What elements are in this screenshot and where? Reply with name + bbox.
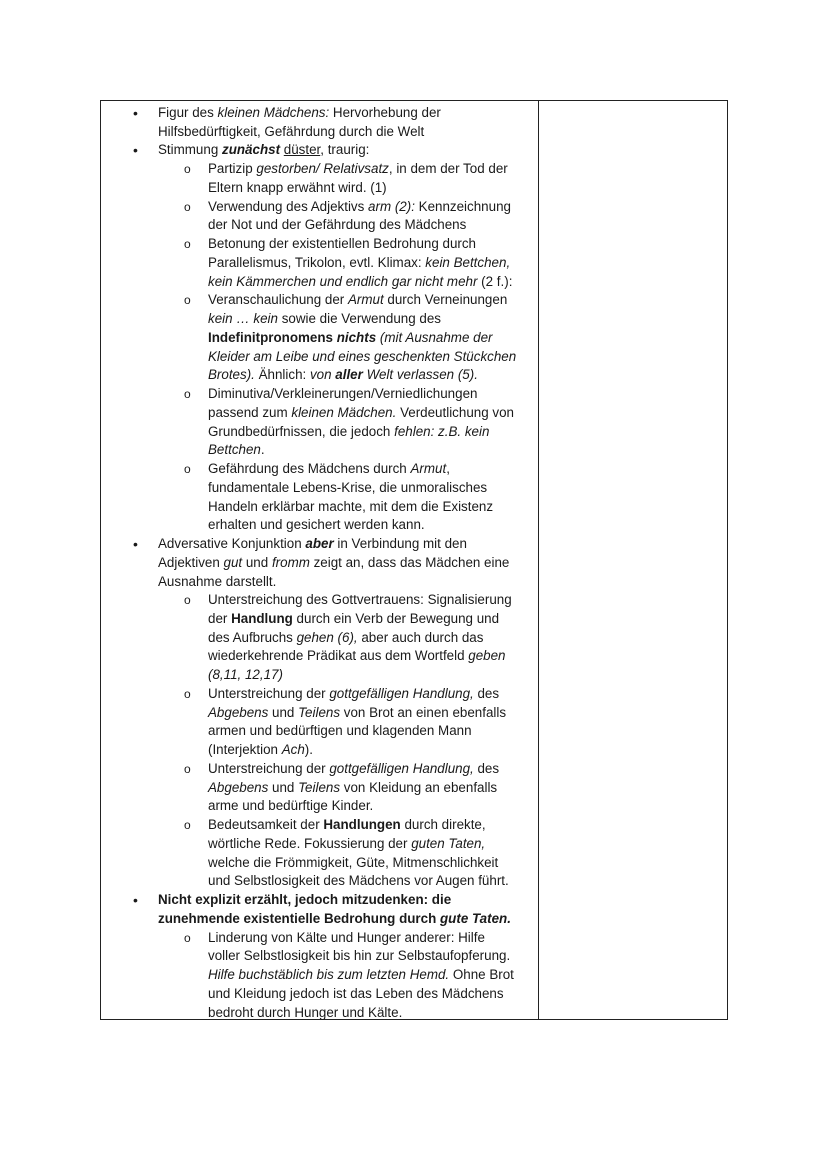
sub-bullet-icon: o: [184, 387, 191, 402]
text-line: der Handlung durch ein Verb der Bewegung und: [208, 610, 500, 626]
text-line: Brotes). Ähnlich: von aller Welt verlassen (5).: [208, 367, 478, 383]
sub-bullet-icon: o: [184, 686, 191, 701]
sub-bullet-icon: o: [184, 199, 191, 214]
sub-bullet-icon: o: [184, 162, 191, 177]
sub-bullet-icon: o: [184, 930, 191, 945]
sub-bullet-icon: o: [184, 237, 191, 252]
text-line: des Aufbruchs gehen (6), aber auch durch das: [208, 629, 484, 645]
text-line: wiederkehrende Prädikat aus dem Wortfeld geben: [208, 648, 506, 664]
left-column-cell: [101, 101, 538, 1019]
text-line: Hilfsbedürftigkeit, Gefährdung durch die Welt: [158, 123, 425, 139]
text-line: Bedeutsamkeit der Handlungen durch direkte,: [208, 817, 486, 833]
text-line: armen und bedürftigen und klagenden Mann: [208, 723, 472, 739]
text-line: Nicht explizit erzählt, jedoch mitzudenken: die: [158, 892, 452, 908]
text-line: Linderung von Kälte und Hunger anderer: Hilfe: [208, 929, 485, 945]
text-line: arme und bedürftige Kinder.: [208, 798, 374, 814]
text-line: Diminutiva/Verkleinerungen/Verniedlichungen: [208, 386, 478, 402]
text-line: bedroht durch Hunger und Kälte.: [208, 1004, 403, 1020]
text-line: Bettchen.: [208, 442, 265, 458]
text-line: Adjektiven gut und fromm zeigt an, dass das Mädchen eine: [158, 554, 510, 570]
text-line: Hilfe buchstäblich bis zum letzten Hemd. Ohne Brot: [208, 967, 514, 983]
text-line: Gefährdung des Mädchens durch Armut,: [208, 461, 450, 477]
text-line: Ausnahme darstellt.: [158, 573, 277, 589]
text-line: der Not und der Gefährdung des Mädchens: [208, 217, 467, 233]
bullet-icon: •: [133, 105, 138, 121]
text-line: welche die Frömmigkeit, Güte, Mitmenschlichkeit: [208, 854, 499, 870]
text-line: und Kleidung jedoch ist das Leben des Mädchens: [208, 985, 504, 1001]
text-line: Grundbedürfnissen, die jedoch fehlen: z.B. kein: [208, 423, 490, 439]
sub-bullet-icon: o: [184, 462, 191, 477]
text-line: erhalten und gesichert werden kann.: [208, 517, 425, 533]
right-column-cell: [539, 101, 727, 1019]
text-line: wörtliche Rede. Fokussierung der guten Taten,: [208, 835, 486, 851]
sub-bullet-icon: o: [184, 593, 191, 608]
sub-bullet-icon: o: [184, 818, 191, 833]
text-line: passend zum kleinen Mädchen. Verdeutlichung von: [208, 404, 514, 420]
text-line: Parallelismus, Trikolon, evtl. Klimax: kein Bettchen,: [208, 254, 511, 270]
text-line: kein … kein sowie die Verwendung des: [208, 311, 441, 327]
text-line: Abgebens und Teilens von Brot an einen ebenfalls: [208, 704, 507, 720]
text-line: und Selbstlosigkeit des Mädchens vor Augen führt.: [208, 873, 509, 889]
text-line: Veranschaulichung der Armut durch Verneinungen: [208, 292, 508, 308]
analysis-table: [100, 100, 728, 1020]
text-line: (Interjektion Ach).: [208, 742, 313, 758]
text-line: voller Selbstlosigkeit bis hin zur Selbstaufopferung.: [208, 948, 511, 964]
text-line: Betonung der existentiellen Bedrohung durch: [208, 236, 477, 252]
text-line: Verwendung des Adjektivs arm (2): Kennzeichnung: [208, 198, 511, 214]
text-line: Unterstreichung des Gottvertrauens: Signalisierung: [208, 592, 512, 608]
bullet-icon: •: [133, 142, 138, 159]
text-line: Unterstreichung der gottgefälligen Handlung, des: [208, 760, 500, 776]
text-line: Stimmung zunächst düster, traurig:: [158, 142, 370, 158]
text-line: zunehmende existentielle Bedrohung durch gute Taten.: [158, 910, 511, 926]
sub-bullet-icon: o: [184, 761, 191, 776]
text-line: Kleider am Leibe und eines geschenkten Stückchen: [208, 348, 517, 364]
text-line: kein Kämmerchen und endlich gar nicht mehr (2 f.):: [208, 273, 513, 289]
text-line: Abgebens und Teilens von Kleidung an ebenfalls: [208, 779, 498, 795]
text-line: (8,11, 12,17): [208, 667, 283, 683]
sub-bullet-icon: o: [184, 293, 191, 308]
text-line: Unterstreichung der gottgefälligen Handlung, des: [208, 685, 500, 701]
bullet-icon: •: [133, 536, 138, 553]
text-line: Partizip gestorben/ Relativsatz, in dem der Tod der: [208, 161, 508, 177]
bullet-icon: •: [133, 892, 138, 909]
text-line: Eltern knapp erwähnt wird. (1): [208, 179, 387, 195]
text-line: Figur des kleinen Mädchens: Hervorhebung der: [158, 105, 441, 120]
text-line: Adversative Konjunktion aber in Verbindung mit den: [158, 536, 467, 552]
text-line: Indefinitpronomens nichts (mit Ausnahme der: [208, 329, 493, 345]
text-line: Handeln erklärbar machte, mit dem die Existenz: [208, 498, 494, 514]
text-line: fundamentale Lebens-Krise, die unmoralisches: [208, 479, 488, 495]
